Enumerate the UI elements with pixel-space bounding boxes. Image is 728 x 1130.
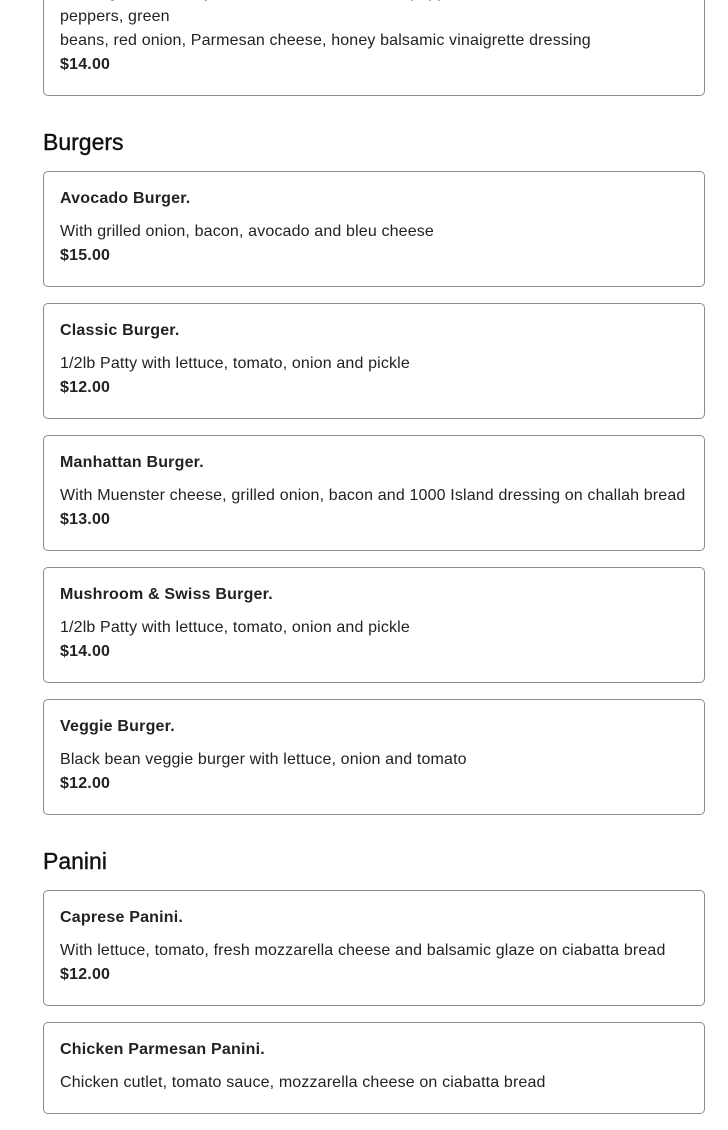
item-description [60,0,688,53]
item-description: Black bean veggie burger with lettuce, onion and tomato [60,751,467,768]
item-name: Veggie Burger. [60,718,175,735]
menu-list [43,0,705,1130]
item-description: 1/2lb Patty with lettuce, tomato, onion and pickle [60,619,410,636]
item-description: With grilled onion, bacon, avocado and bleu cheese [60,223,434,240]
item-name: Mushroom & Swiss Burger. [60,586,273,603]
item-price: $12.00 [60,966,111,983]
menu-item-card[interactable] [43,699,705,815]
item-name: Manhattan Burger. [60,454,204,471]
item-price: $14.00 [60,643,111,660]
menu-item-card[interactable] [43,890,705,1006]
menu-item-card[interactable] [43,0,705,96]
menu-item-card[interactable] [43,1022,705,1114]
item-price: $12.00 [60,379,111,396]
item-price: $14.00 [60,56,111,73]
item-price: $12.00 [60,775,111,792]
item-description: With Muenster cheese, grilled onion, bacon and 1000 Island dressing on challah bread [60,487,686,504]
item-price: $15.00 [60,247,111,264]
section-title-panini: Panini [43,848,107,874]
item-description-line: beans, red onion, Parmesan cheese, honey balsamic vinaigrette dressing [60,32,591,49]
menu-item-card[interactable] [43,435,705,551]
section-title-burgers: Burgers [43,129,124,155]
item-description: With lettuce, tomato, fresh mozzarella cheese and balsamic glaze on ciabatta bread [60,942,666,959]
menu-item-card[interactable] [43,171,705,287]
menu-item-card[interactable] [43,303,705,419]
item-name: Classic Burger. [60,322,180,339]
menu-item-card[interactable] [43,567,705,683]
item-description-line: peppers, green [60,8,170,25]
item-description: Chicken cutlet, tomato sauce, mozzarella cheese on ciabatta bread [60,1074,546,1091]
item-name: Chicken Parmesan Panini. [60,1041,265,1058]
item-description: 1/2lb Patty with lettuce, tomato, onion and pickle [60,355,410,372]
item-name: Caprese Panini. [60,909,184,926]
item-price: $13.00 [60,511,111,528]
item-name: Avocado Burger. [60,190,191,207]
